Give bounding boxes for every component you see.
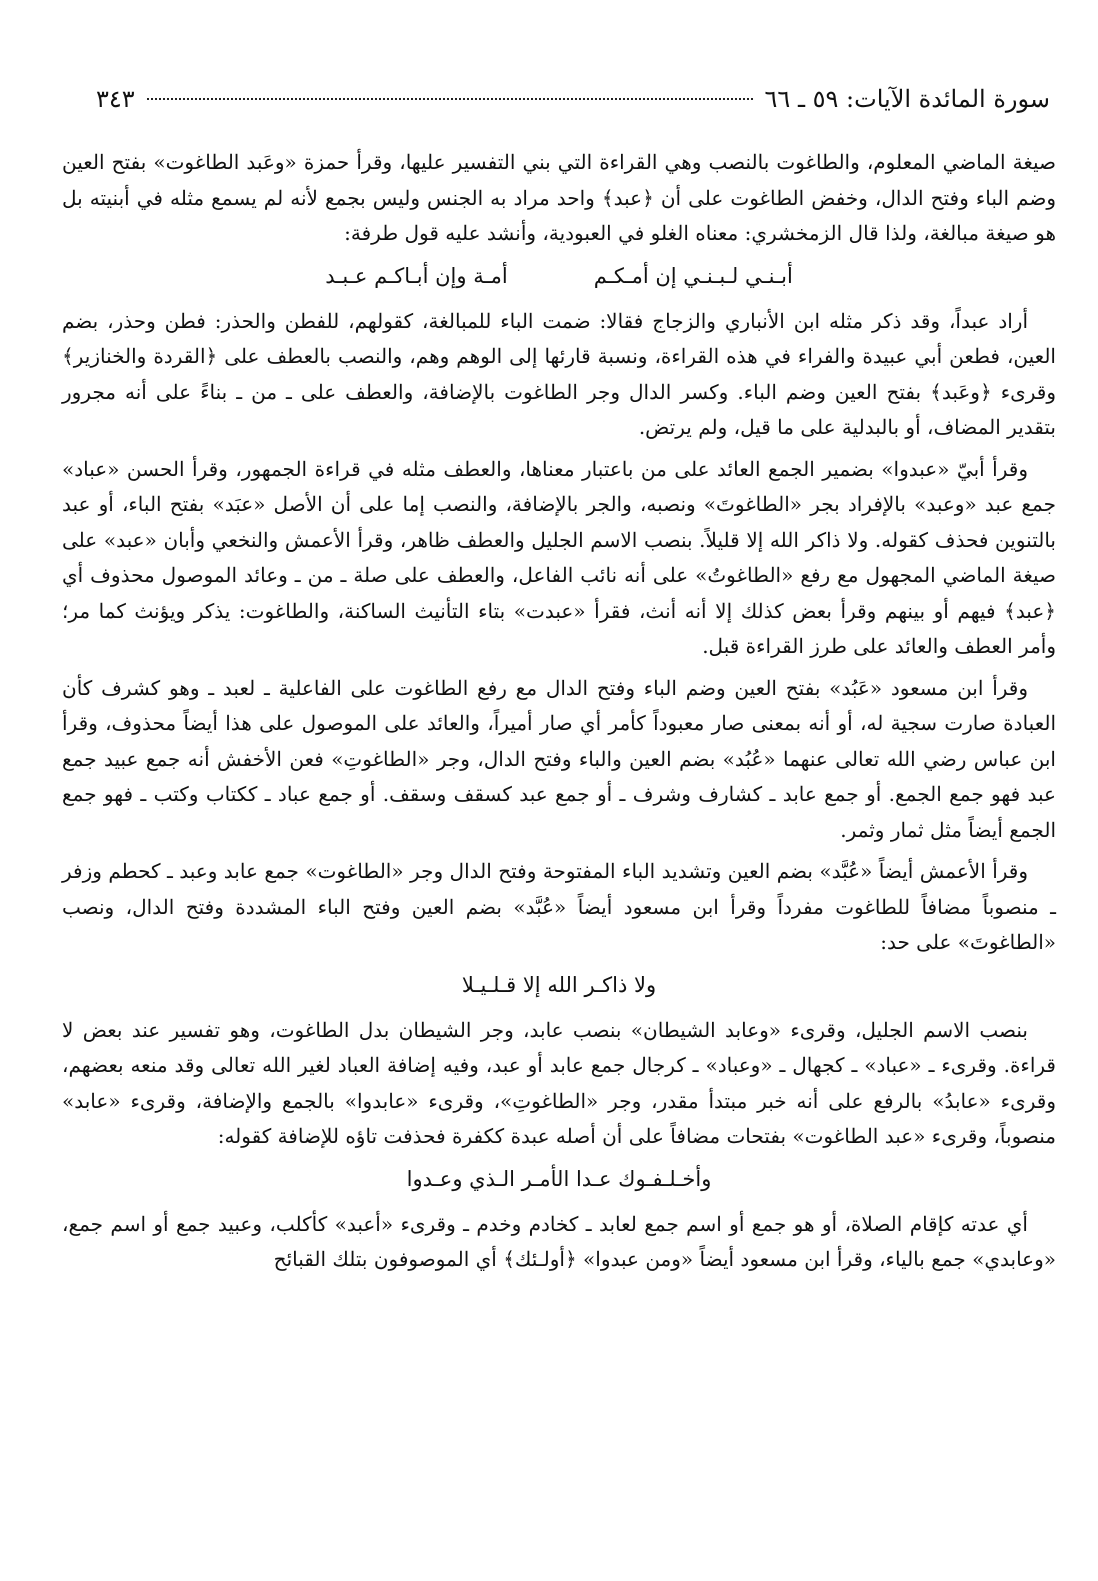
header-dot-leader bbox=[147, 98, 753, 100]
header-title: سورة المائدة الآيات: ٥٩ ـ ٦٦ bbox=[764, 85, 1050, 113]
paragraph-3: وقرأ أبيّ «عبدوا» بضمير الجمع العائد على من باعتبار معناها، والعطف مثله في قراءة الجمهور، وقرأ الحسن «عباد» جمع عبد «وعبد» بالإفراد بجر «الطاغوتَ» ونصبه، والجر بالإضافة، والنصب إما على أن الأصل «عبَد» بفتح الباء، أو عبد بالتنوين فحذف كقوله. ولا ذاكر الله إلا قليلاً. بنصب الاسم الجليل والعطف ظاهر، وقرأ الأعمش والنخعي وأبان «عبد» على صيغة الماضي المجهول مع رفع «الطاغوتُ» على أنه نائب الفاعل، والعطف على صلة ـ من ـ وعائد الموصول محذوف أي ﴿عبد﴾ فيهم أو بينهم وقرأ بعض كذلك إلا أنه أنث، فقرأ «عبدت» بتاء التأنيث الساكنة، والطاغوت: يذكر ويؤنث كما مر؛ وأمر العطف والعائد على طرز القراءة قبل. bbox=[62, 456, 1056, 658]
page-body bbox=[62, 145, 1056, 1284]
verse-akhlafuk bbox=[62, 1161, 1056, 1197]
paragraph-7: أي عدته كإقام الصلاة، أو هو جمع أو اسم جمع لعابد ـ كخادم وخدم ـ وقرىء «أعبد» كأكلب، وعبيد جمع أو اسم جمع، «وعابدي» جمع بالياء، وقرأ ابن مسعود أيضاً «ومن عبدوا» ﴿أولـئك﴾ أي الموصوفون بتلك القبائح bbox=[62, 1211, 1056, 1271]
paragraph-1: صيغة الماضي المعلوم، والطاغوت بالنصب وهي القراءة التي بني التفسير عليها، وقرأ حمزة «وعَبد الطاغوت» بفتح العين وضم الباء وفتح الدال، وخفض الطاغوت على أن ﴿عبد﴾ واحد مراد به الجنس وليس بجمع لأنه لم يسمع مثله في أبنيته بل هو صيغة مبالغة، ولذا قال الزمخشري: معناه الغلو في العبودية، وأنشد عليه قول طرفة: bbox=[62, 150, 1056, 245]
verse-akhlafuk-text: وأخـلـفـوك عـدا الأمـر الـذي وعـدوا bbox=[406, 1166, 712, 1191]
paragraph-4: وقرأ ابن مسعود «عَبُد» بفتح العين وضم الباء وفتح الدال مع رفع الطاغوت على الفاعلية ـ لعبد ـ وهو كشرف كأن العبادة صارت سجية له، أو أنه بمعنى صار معبوداً كأمر أي صار أميراً، والعائد على الموصول على هذا أيضاً محذوف، وقرأ ابن عباس رضي الله تعالى عنهما «عُبُد» بضم العين والباء وفتح الدال، وجر «الطاغوتِ» فعن الأخفش أنه جمع عبيد جمع عبد فهو جمع الجمع. أو جمع عابد ـ كشارف وشرف ـ أو جمع عبد كسقف وسقف. أو جمع عباد ـ ككتاب وكتب ـ فهو جمع الجمع أيضاً مثل ثمار وثمر. bbox=[62, 675, 1056, 842]
verse-tarafa-right-hemistich: أبـنـي لـبـنـي إن أمـكـم bbox=[593, 263, 793, 288]
paragraph-6: بنصب الاسم الجليل، وقرىء «وعابد الشيطان» بنصب عابد، وجر الشيطان بدل الطاغوت، وهو تفسير عند بعض لا قراءة. وقرىء ـ «عباد» ـ كجهال ـ «وعباد» ـ كرجال جمع عابد أو عبد، وفيه إضافة العباد لغير الله تعالى وقد منعه بعضهم، وقرىء «عابدُ» بالرفع على أنه خبر مبتدأ مقدر، وجر «الطاغوتِ»، وقرىء «عابدوا» بالجمع والإضافة، وقرىء «عابد» منصوباً، وقرىء «عبد الطاغوت» بفتحات مضافاً على أن أصله عبدة ككفرة فحذفت تاؤه للإضافة كقوله: bbox=[62, 1017, 1056, 1148]
page-number: ٣٤٣ bbox=[96, 85, 135, 113]
paragraph-5: وقرأ الأعمش أيضاً «عُبَّد» بضم العين وتشديد الباء المفتوحة وفتح الدال وجر «الطاغوت» جمع عابد وعبد ـ كحطم وزفر ـ منصوباً مضافاً للطاغوت مفرداً وقرأ ابن مسعود أيضاً «عُبَّد» بضم العين وفتح الباء المشددة وفتح الدال، ونصب «الطاغوتَ» على حد: bbox=[62, 859, 1056, 954]
verse-dhakir bbox=[62, 967, 1056, 1003]
paragraph-2: أراد عبداً، وقد ذكر مثله ابن الأنباري والزجاج فقالا: ضمت الباء للمبالغة، كقولهم، للفطن والحذر: فطن وحذر، بضم العين، فطعن أبي عبيدة والفراء في هذه القراءة، ونسبة قارئها إلى الوهم وهم، والنصب بالعطف على ﴿القردة والخنازير﴾ وقرىء ﴿وعَبد﴾ بفتح العين وضم الباء. وكسر الدال وجر الطاغوت بالإضافة، والعطف على ـ من ـ بناءً على أنه مجرور بتقدير المضاف، أو بالبدلية على ما قيل، ولم يرتض. bbox=[62, 308, 1057, 439]
verse-tarafa-left-hemistich: أمـة وإن أبـاكـم عـبـد bbox=[325, 263, 508, 288]
verse-dhakir-text: ولا ذاكـر الله إلا قـلـيـلا bbox=[461, 972, 657, 997]
verse-tarafa bbox=[62, 258, 1056, 294]
running-header bbox=[96, 84, 1050, 114]
